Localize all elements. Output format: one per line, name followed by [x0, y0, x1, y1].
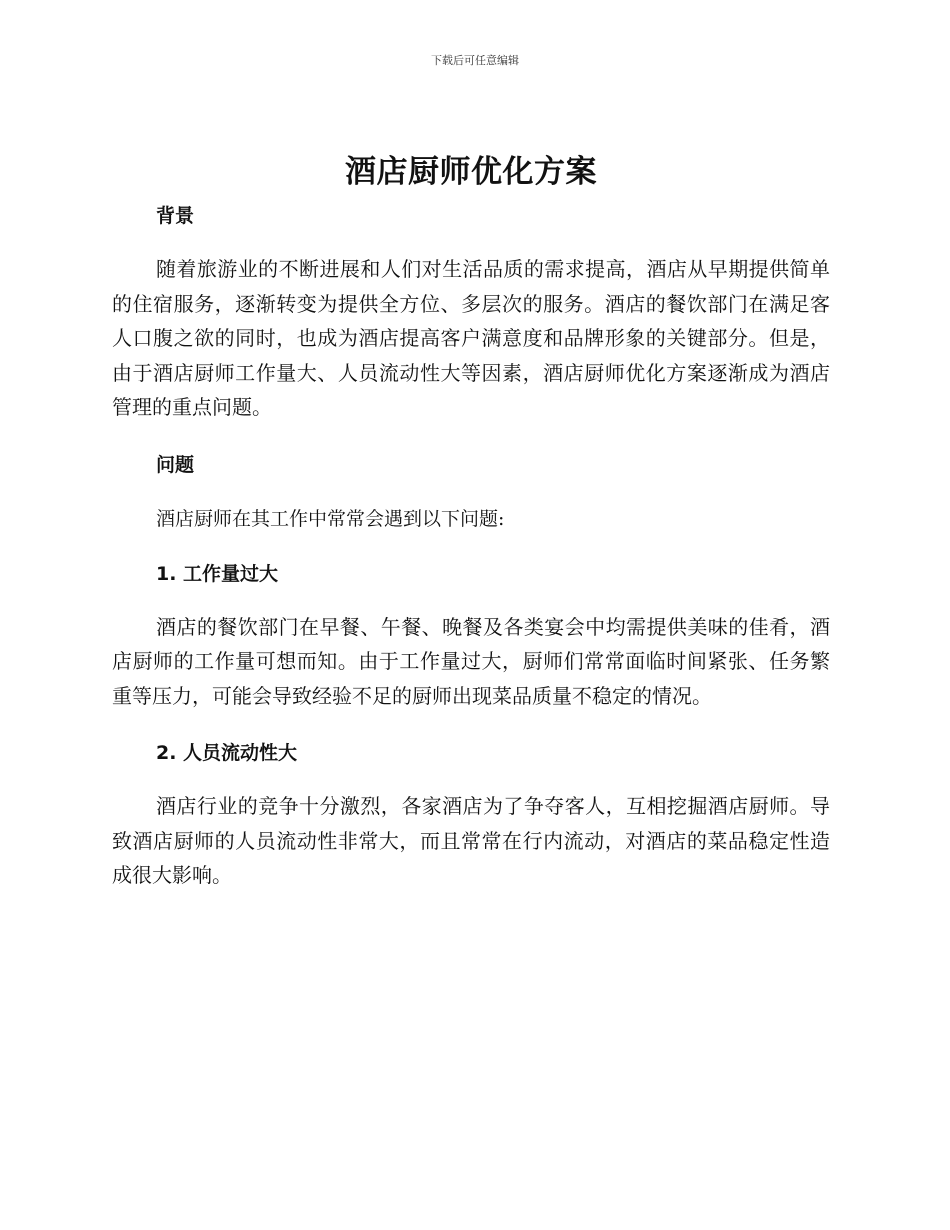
section-heading-background: 背景: [156, 205, 195, 227]
turnover-paragraph: 酒店行业的竞争十分激烈，各家酒店为了争夺客人，互相挖掘酒店厨师。导致酒店厨师的人员流动性非常大，而且常常在行内流动，对酒店的菜品稳定性造成很大影响。: [112, 794, 830, 887]
background-paragraph: 随着旅游业的不断进展和人们对生活品质的需求提高，酒店从早期提供简单的住宿服务，逐渐转变为提供全方位、多层次的服务。酒店的餐饮部门在满足客人口腹之欲的同时，也成为酒店提高客户满意度和品牌形象的关键部分。但是，由于酒店厨师工作量大、人员流动性大等因素，酒店厨师优化方案逐渐成为酒店管理的重点问题。: [112, 257, 830, 419]
problems-lead-text: 酒店厨师在其工作中常常会遇到以下问题:: [156, 507, 505, 530]
section-heading-problems: 问题: [156, 453, 195, 476]
document-body: [112, 150, 830, 893]
workload-paragraph: 酒店的餐饮部门在早餐、午餐、晚餐及各类宴会中均需提供美味的佳肴，酒店厨师的工作量可想而知。由于工作量过大，厨师们常常面临时间紧张、任务繁重等压力，可能会导致经验不足的厨师出现菜品质量不稳定的情况。: [112, 614, 830, 708]
section-heading-turnover: 2. 人员流动性大: [156, 742, 298, 764]
section-heading-workload: 1. 工作量过大: [156, 562, 279, 585]
document-title: 酒店厨师优化方案: [345, 154, 597, 190]
page-header-note: 下载后可任意编辑: [431, 54, 519, 67]
